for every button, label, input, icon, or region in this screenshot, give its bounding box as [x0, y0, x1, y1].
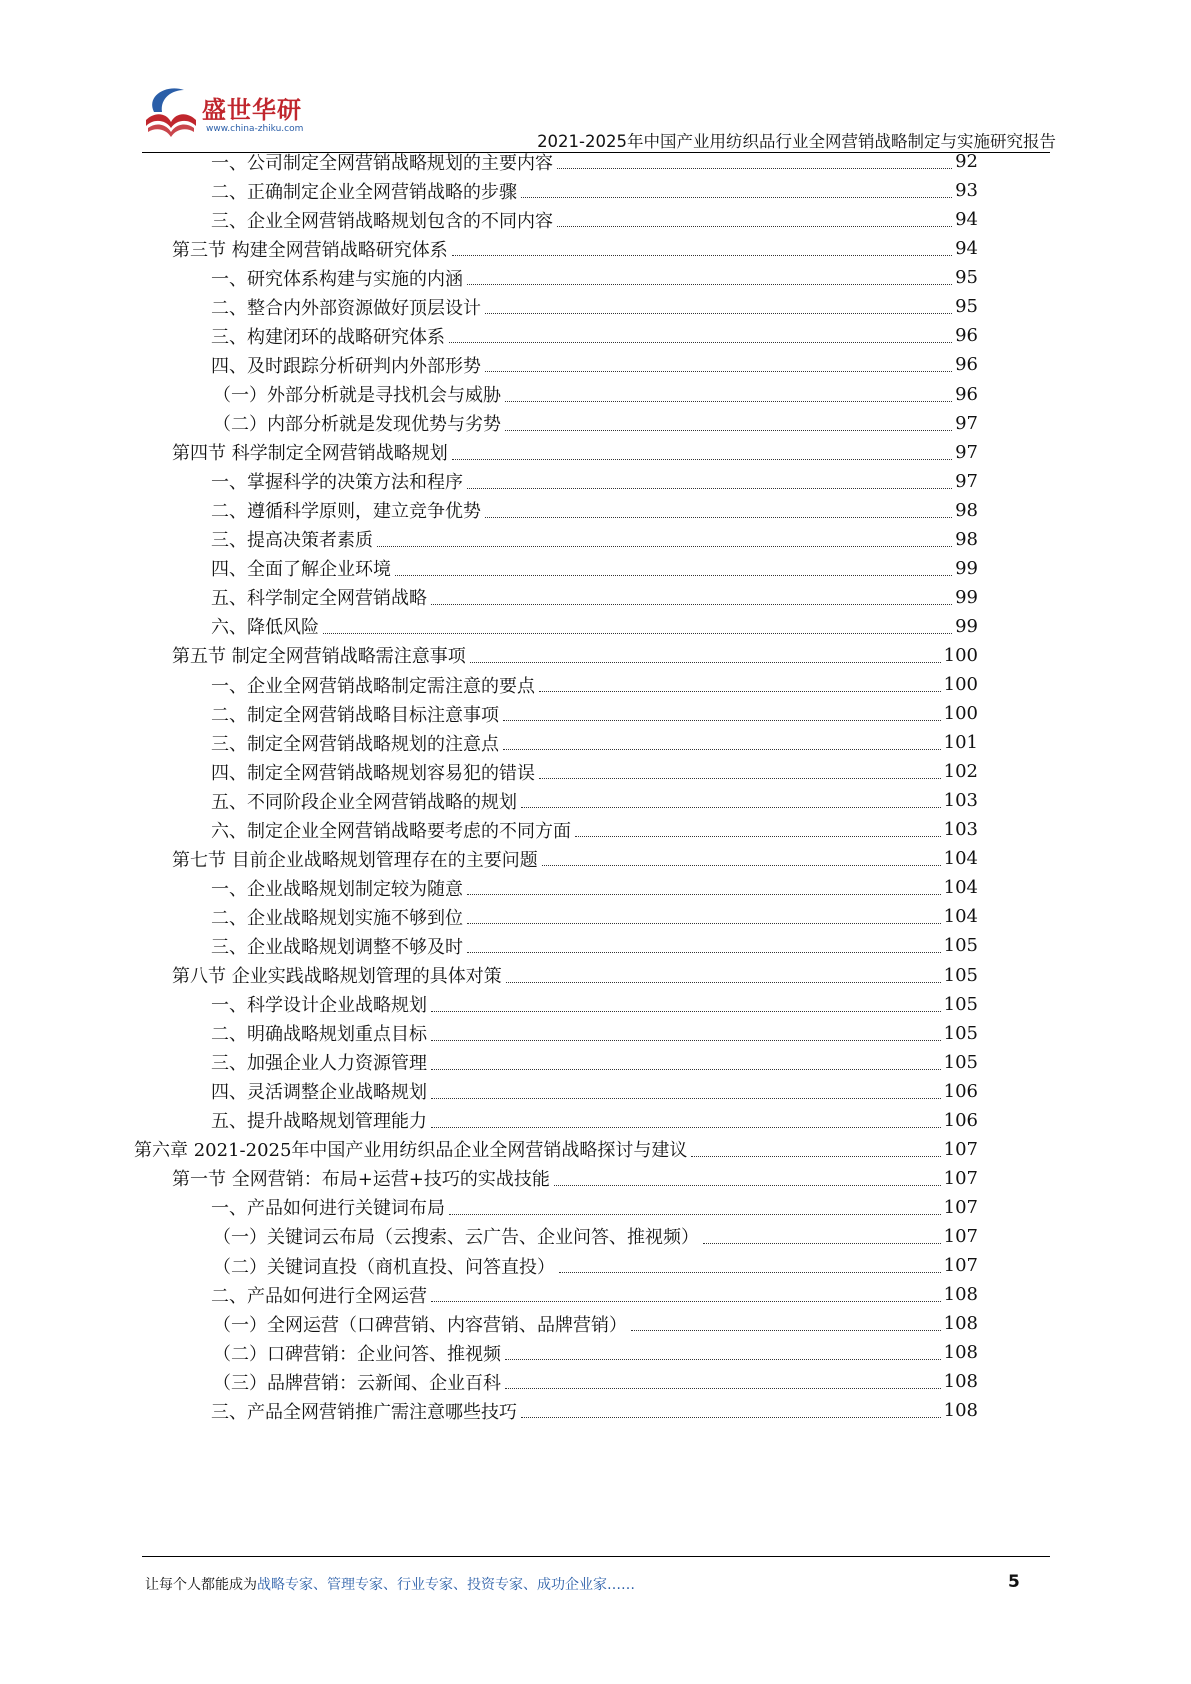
toc-entry[interactable] [213, 378, 978, 409]
toc-entry-label: 第七节 目前企业战略规划管理存在的主要问题 [172, 849, 538, 871]
toc-leader-dots [431, 1069, 941, 1070]
toc-entry[interactable] [211, 727, 978, 758]
toc-entry[interactable] [172, 959, 978, 990]
toc-entry-page: 96 [955, 354, 978, 376]
logo-text: 盛世华研 [202, 96, 302, 124]
toc-entry-label: 三、企业战略规划调整不够及时 [211, 936, 463, 958]
toc-entry[interactable] [213, 1337, 978, 1368]
toc-entry-label: 第五节 制定全网营销战略需注意事项 [172, 646, 466, 668]
toc-entry-label: 三、企业全网营销战略规划包含的不同内容 [211, 210, 553, 232]
toc-entry-page: 100 [943, 703, 978, 725]
toc-entry-page: 92 [955, 151, 978, 173]
toc-leader-dots [449, 1214, 941, 1215]
toc-entry-page: 104 [943, 877, 978, 899]
toc-leader-dots [505, 1388, 941, 1389]
toc-leader-dots [521, 807, 941, 808]
toc-leader-dots [503, 720, 941, 721]
toc-leader-dots [431, 1098, 941, 1099]
toc-leader-dots [323, 633, 952, 634]
toc-entry-page: 103 [943, 819, 978, 841]
toc-entry[interactable] [211, 291, 978, 322]
slogan-prefix: 让每个人都能成为 [145, 1577, 257, 1593]
toc-entry[interactable] [211, 1395, 978, 1426]
toc-entry[interactable] [211, 582, 978, 613]
toc-entry-page: 95 [955, 267, 978, 289]
toc-leader-dots [559, 1272, 941, 1273]
toc-entry-page: 108 [943, 1284, 978, 1306]
toc-entry[interactable] [213, 1308, 978, 1339]
toc-entry-label: 一、企业战略规划制定较为随意 [211, 878, 463, 900]
toc-entry-page: 107 [943, 1255, 978, 1277]
toc-entry-label: 二、遵循科学原则，建立竞争优势 [211, 501, 481, 523]
toc-entry-label: 三、加强企业人力资源管理 [211, 1053, 427, 1075]
toc-entry[interactable] [211, 524, 978, 555]
toc-leader-dots [506, 982, 941, 983]
toc-entry-page: 100 [943, 674, 978, 696]
toc-leader-dots [449, 342, 952, 343]
toc-leader-dots [467, 488, 952, 489]
toc-entry-page: 105 [943, 964, 978, 986]
toc-entry[interactable] [211, 553, 978, 584]
toc-leader-dots [505, 430, 952, 431]
toc-entry-page: 106 [943, 1109, 978, 1131]
toc-entry-page: 97 [955, 441, 978, 463]
toc-entry-label: 一、产品如何进行关键词布局 [211, 1198, 445, 1220]
toc-entry[interactable] [213, 1366, 978, 1397]
toc-entry[interactable] [211, 1105, 978, 1136]
footer-divider [142, 1556, 1050, 1557]
toc-entry-page: 94 [955, 209, 978, 231]
toc-entry-label: 二、产品如何进行全网运营 [211, 1285, 427, 1307]
toc-entry-label: 四、全面了解企业环境 [211, 559, 391, 581]
toc-entry-page: 108 [943, 1371, 978, 1393]
toc-entry[interactable] [172, 437, 978, 468]
toc-entry-page: 107 [943, 1196, 978, 1218]
slogan-accent: 战略专家、管理专家、行业专家、投资专家、成功企业家…… [257, 1577, 635, 1593]
toc-entry-label: 三、构建闭环的战略研究体系 [211, 326, 445, 348]
toc-entry-page: 94 [955, 238, 978, 260]
toc-entry-label: （一）关键词云布局（云搜索、云广告、企业问答、推视频） [213, 1227, 699, 1249]
toc-entry-page: 105 [943, 935, 978, 957]
toc-entry-page: 107 [943, 1138, 978, 1160]
toc-leader-dots [631, 1330, 941, 1331]
toc-entry[interactable] [211, 1192, 978, 1223]
toc-entry-page: 99 [955, 586, 978, 608]
toc-leader-dots [452, 255, 952, 256]
toc-entry-page: 108 [943, 1342, 978, 1364]
toc-entry-label: 三、制定全网营销战略规划的注意点 [211, 733, 499, 755]
toc-entry[interactable] [213, 1221, 978, 1252]
page-header [0, 0, 1191, 160]
toc-entry-label: 一、掌握科学的决策方法和程序 [211, 472, 463, 494]
toc-entry-label: （二）口碑营销：企业问答、推视频 [213, 1343, 501, 1365]
toc-entry-label: 三、提高决策者素质 [211, 530, 373, 552]
toc-entry[interactable] [211, 785, 978, 816]
toc-entry[interactable] [172, 1163, 978, 1194]
company-logo [140, 82, 315, 152]
toc-entry-label: 四、及时跟踪分析研判内外部形势 [211, 355, 481, 377]
toc-entry-page: 103 [943, 790, 978, 812]
toc-entry[interactable] [211, 146, 978, 177]
toc-entry[interactable] [211, 1018, 978, 1049]
toc-leader-dots [395, 575, 952, 576]
toc-entry-label: （三）品牌营销：云新闻、企业百科 [213, 1372, 501, 1394]
toc-entry-page: 107 [943, 1167, 978, 1189]
toc-entry-page: 98 [955, 499, 978, 521]
toc-entry-label: 一、科学设计企业战略规划 [211, 995, 427, 1017]
toc-entry-page: 93 [955, 180, 978, 202]
toc-entry-label: 一、研究体系构建与实施的内涵 [211, 268, 463, 290]
toc-entry[interactable] [211, 669, 978, 700]
toc-entry-label: 二、正确制定企业全网营销战略的步骤 [211, 181, 517, 203]
footer-slogan [145, 1574, 635, 1594]
toc-leader-dots [539, 778, 941, 779]
toc-entry-label: 二、明确战略规划重点目标 [211, 1024, 427, 1046]
toc-entry[interactable] [211, 349, 978, 380]
toc-entry-label: 五、科学制定全网营销战略 [211, 588, 427, 610]
toc-entry[interactable] [211, 698, 978, 729]
toc-entry[interactable] [211, 611, 978, 642]
toc-entry-label: （一）全网运营（口碑营销、内容营销、品牌营销） [213, 1314, 627, 1336]
toc-entry-page: 101 [943, 732, 978, 754]
toc-leader-dots [431, 1301, 941, 1302]
toc-leader-dots [377, 546, 952, 547]
toc-leader-dots [505, 1359, 941, 1360]
toc-entry-label: 三、产品全网营销推广需注意哪些技巧 [211, 1401, 517, 1423]
toc-leader-dots [467, 894, 941, 895]
toc-entry-page: 97 [955, 412, 978, 434]
toc-entry[interactable] [172, 233, 978, 264]
toc-entry[interactable] [211, 175, 978, 206]
toc-leader-dots [539, 691, 941, 692]
toc-entry-page: 102 [943, 761, 978, 783]
toc-entry[interactable] [211, 466, 978, 497]
toc-entry[interactable] [172, 640, 978, 671]
toc-leader-dots [542, 865, 941, 866]
toc-entry-page: 105 [943, 993, 978, 1015]
toc-entry[interactable] [211, 756, 978, 787]
toc-leader-dots [467, 284, 952, 285]
toc-entry[interactable] [211, 320, 978, 351]
toc-entry[interactable] [211, 1047, 978, 1078]
toc-leader-dots [485, 517, 952, 518]
toc-entry-page: 106 [943, 1080, 978, 1102]
toc-leader-dots [575, 836, 941, 837]
logo-url: www.china-zhiku.com [206, 124, 304, 134]
toc-entry-label: 四、灵活调整企业战略规划 [211, 1082, 427, 1104]
toc-entry-page: 99 [955, 615, 978, 637]
toc-leader-dots [467, 923, 941, 924]
toc-leader-dots [503, 749, 941, 750]
toc-entry-label: 六、制定企业全网营销战略要考虑的不同方面 [211, 820, 571, 842]
toc-entry[interactable] [211, 901, 978, 932]
toc-entry-page: 104 [943, 906, 978, 928]
toc-entry-label: 五、不同阶段企业全网营销战略的规划 [211, 791, 517, 813]
page-number: 5 [1008, 1572, 1020, 1592]
toc-entry-label: 第三节 构建全网营销战略研究体系 [172, 239, 448, 261]
toc-entry-label: （二）内部分析就是发现优势与劣势 [213, 414, 501, 436]
toc-entry-label: 第六章 2021-2025年中国产业用纺织品企业全网营销战略探讨与建议 [134, 1140, 688, 1162]
toc-entry[interactable] [211, 930, 978, 961]
toc-entry[interactable] [213, 407, 978, 438]
toc-leader-dots [521, 197, 952, 198]
toc-entry[interactable] [211, 262, 978, 293]
toc-leader-dots [485, 313, 952, 314]
toc-leader-dots [470, 662, 941, 663]
toc-entry[interactable] [211, 1076, 978, 1107]
toc-leader-dots [557, 168, 952, 169]
toc-leader-dots [431, 1040, 941, 1041]
logo-book-icon [140, 82, 202, 144]
toc-leader-dots [431, 1127, 941, 1128]
toc-entry[interactable] [172, 843, 978, 874]
toc-entry-label: 六、降低风险 [211, 617, 319, 639]
toc-entry-page: 100 [943, 644, 978, 666]
toc-entry-label: 二、企业战略规划实施不够到位 [211, 907, 463, 929]
toc-entry-page: 105 [943, 1022, 978, 1044]
toc-entry[interactable] [211, 1279, 978, 1310]
toc-leader-dots [431, 1011, 941, 1012]
toc-leader-dots [703, 1243, 941, 1244]
toc-entry-page: 108 [943, 1313, 978, 1335]
toc-entry-page: 96 [955, 383, 978, 405]
toc-entry[interactable] [213, 1250, 978, 1281]
toc-entry-label: 五、提升战略规划管理能力 [211, 1111, 427, 1133]
toc-entry-label: 二、制定全网营销战略目标注意事项 [211, 704, 499, 726]
toc-leader-dots [431, 604, 952, 605]
toc-entry[interactable] [211, 872, 978, 903]
toc-entry-page: 96 [955, 325, 978, 347]
toc-entry-page: 104 [943, 848, 978, 870]
toc-entry-label: （一）外部分析就是寻找机会与威胁 [213, 385, 501, 407]
toc-leader-dots [691, 1156, 940, 1157]
toc-leader-dots [467, 952, 941, 953]
toc-entry-label: 一、公司制定全网营销战略规划的主要内容 [211, 152, 553, 174]
toc-entry-page: 98 [955, 528, 978, 550]
toc-entry-page: 108 [943, 1400, 978, 1422]
toc-entry-label: 二、整合内外部资源做好顶层设计 [211, 297, 481, 319]
toc-entry-page: 95 [955, 296, 978, 318]
toc-leader-dots [485, 371, 952, 372]
toc-leader-dots [521, 1417, 941, 1418]
toc-leader-dots [452, 459, 952, 460]
toc-entry-page: 105 [943, 1051, 978, 1073]
document-title: 2021-2025年中国产业用纺织品行业全网营销战略制定与实施研究报告 [537, 132, 1056, 151]
toc-leader-dots [554, 1185, 941, 1186]
toc-entry-label: 四、制定全网营销战略规划容易犯的错误 [211, 762, 535, 784]
toc-entry[interactable] [211, 495, 978, 526]
toc-entry-label: 第一节 全网营销：布局+运营+技巧的实战技能 [172, 1169, 550, 1191]
toc-entry[interactable] [134, 1134, 978, 1165]
toc-entry-page: 97 [955, 470, 978, 492]
toc-entry[interactable] [211, 814, 978, 845]
toc-entry-label: 第八节 企业实践战略规划管理的具体对策 [172, 966, 502, 988]
toc-leader-dots [505, 401, 952, 402]
toc-entry-page: 99 [955, 557, 978, 579]
toc-entry-label: 一、企业全网营销战略制定需注意的要点 [211, 675, 535, 697]
toc-entry[interactable] [211, 204, 978, 235]
toc-entry-label: （二）关键词直投（商机直投、问答直投） [213, 1256, 555, 1278]
toc-entry-label: 第四节 科学制定全网营销战略规划 [172, 443, 448, 465]
toc-entry-page: 107 [943, 1225, 978, 1247]
toc-entry[interactable] [211, 988, 978, 1019]
toc-leader-dots [557, 226, 952, 227]
